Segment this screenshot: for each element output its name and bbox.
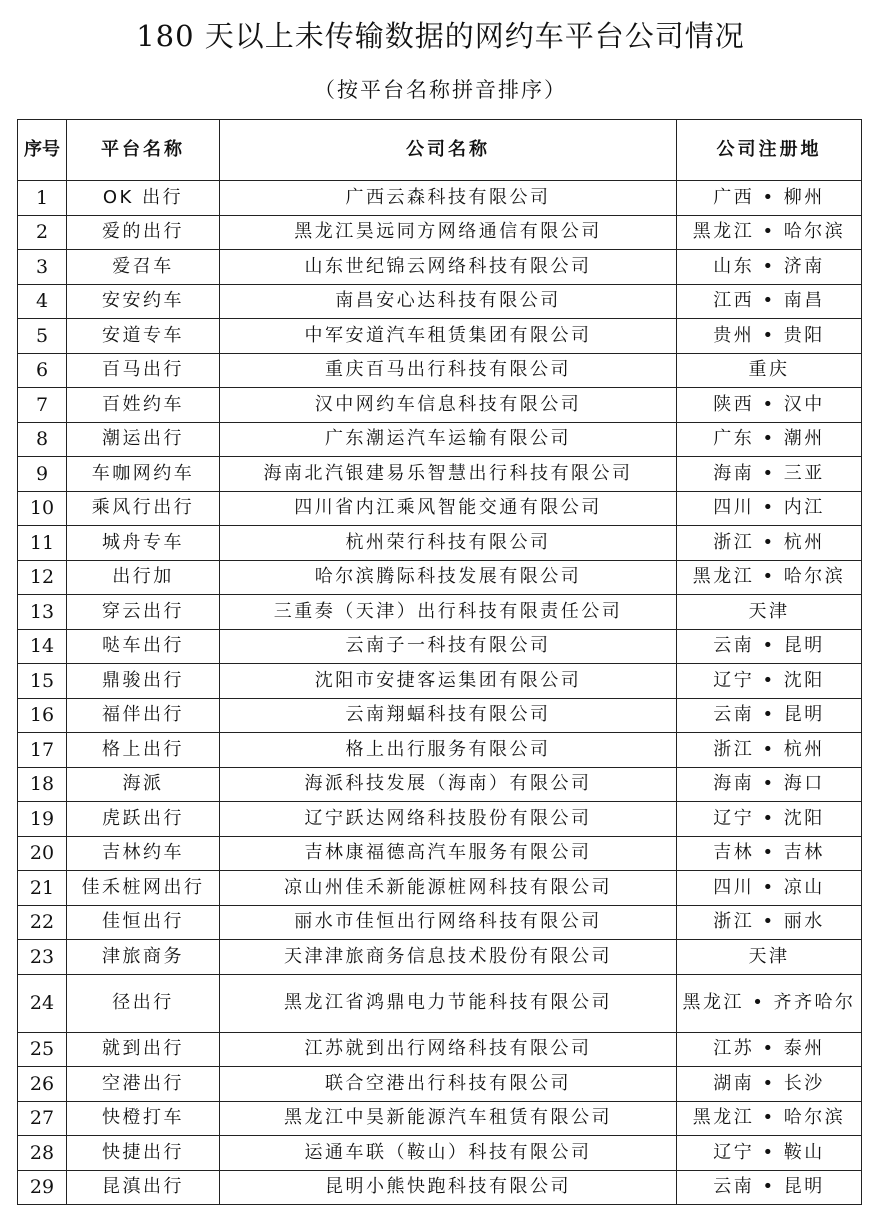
table-row — [18, 733, 862, 768]
cell-seq: 16 — [18, 698, 67, 733]
cell-platform: 佳恒出行 — [67, 905, 220, 940]
cell-seq: 3 — [18, 250, 67, 285]
cell-location: 天津 — [677, 595, 862, 630]
cell-location: 重庆 — [677, 353, 862, 388]
cell-platform: 佳禾桩网出行 — [67, 871, 220, 906]
table-row — [18, 388, 862, 423]
cell-company: 黑龙江昊远同方网络通信有限公司 — [220, 215, 677, 250]
cell-company: 黑龙江省鸿鼎电力节能科技有限公司 — [220, 974, 677, 1032]
cell-location: 浙江 • 丽水 — [677, 905, 862, 940]
cell-platform: 百马出行 — [67, 353, 220, 388]
cell-platform: 城舟专车 — [67, 526, 220, 561]
table-row — [18, 905, 862, 940]
cell-platform: 津旅商务 — [67, 940, 220, 975]
table-row — [18, 560, 862, 595]
header-seq: 序号 — [18, 120, 67, 181]
cell-seq: 27 — [18, 1101, 67, 1136]
table-row — [18, 595, 862, 630]
table-row — [18, 698, 862, 733]
table-row — [18, 422, 862, 457]
table-row — [18, 629, 862, 664]
header-company: 公司名称 — [220, 120, 677, 181]
cell-company: 重庆百马出行科技有限公司 — [220, 353, 677, 388]
cell-company: 三重奏（天津）出行科技有限责任公司 — [220, 595, 677, 630]
cell-company: 哈尔滨腾际科技发展有限公司 — [220, 560, 677, 595]
cell-seq: 29 — [18, 1170, 67, 1205]
cell-seq: 6 — [18, 353, 67, 388]
cell-platform: 潮运出行 — [67, 422, 220, 457]
cell-location: 天津 — [677, 940, 862, 975]
table-row — [18, 1067, 862, 1102]
table-row — [18, 215, 862, 250]
cell-company: 云南翔蝠科技有限公司 — [220, 698, 677, 733]
cell-location: 黑龙江 • 哈尔滨 — [677, 560, 862, 595]
cell-platform: 空港出行 — [67, 1067, 220, 1102]
cell-platform: 安道专车 — [67, 319, 220, 354]
cell-seq: 9 — [18, 457, 67, 492]
cell-platform: 乘风行出行 — [67, 491, 220, 526]
cell-company: 丽水市佳恒出行网络科技有限公司 — [220, 905, 677, 940]
cell-location: 辽宁 • 沈阳 — [677, 664, 862, 699]
cell-seq: 17 — [18, 733, 67, 768]
cell-company: 杭州荣行科技有限公司 — [220, 526, 677, 561]
cell-location: 广东 • 潮州 — [677, 422, 862, 457]
cell-location: 陕西 • 汉中 — [677, 388, 862, 423]
cell-company: 运通车联（鞍山）科技有限公司 — [220, 1136, 677, 1171]
table-row — [18, 181, 862, 216]
cell-company: 云南子一科技有限公司 — [220, 629, 677, 664]
cell-company: 江苏就到出行网络科技有限公司 — [220, 1032, 677, 1067]
cell-location: 四川 • 凉山 — [677, 871, 862, 906]
cell-platform: 吉林约车 — [67, 836, 220, 871]
cell-company: 海南北汽银建易乐智慧出行科技有限公司 — [220, 457, 677, 492]
cell-company: 中军安道汽车租赁集团有限公司 — [220, 319, 677, 354]
cell-company: 四川省内江乘风智能交通有限公司 — [220, 491, 677, 526]
cell-seq: 21 — [18, 871, 67, 906]
cell-location: 云南 • 昆明 — [677, 698, 862, 733]
cell-platform: 百姓约车 — [67, 388, 220, 423]
cell-location: 黑龙江 • 齐齐哈尔 — [677, 974, 862, 1032]
cell-location: 江西 • 南昌 — [677, 284, 862, 319]
table-row — [18, 284, 862, 319]
cell-location: 云南 • 昆明 — [677, 629, 862, 664]
header-platform: 平台名称 — [67, 120, 220, 181]
table-row — [18, 457, 862, 492]
page-title: 180 天以上未传输数据的网约车平台公司情况 — [136, 19, 745, 53]
cell-seq: 10 — [18, 491, 67, 526]
cell-seq: 11 — [18, 526, 67, 561]
table-row — [18, 664, 862, 699]
cell-location: 江苏 • 泰州 — [677, 1032, 862, 1067]
cell-platform: 就到出行 — [67, 1032, 220, 1067]
cell-location: 四川 • 内江 — [677, 491, 862, 526]
cell-platform: 爱的出行 — [67, 215, 220, 250]
cell-platform: 出行加 — [67, 560, 220, 595]
cell-seq: 22 — [18, 905, 67, 940]
cell-platform: 快橙打车 — [67, 1101, 220, 1136]
cell-company: 天津津旅商务信息技术股份有限公司 — [220, 940, 677, 975]
platform-table — [17, 119, 862, 1205]
cell-seq: 23 — [18, 940, 67, 975]
table-row — [18, 353, 862, 388]
cell-seq: 4 — [18, 284, 67, 319]
cell-company: 昆明小熊快跑科技有限公司 — [220, 1170, 677, 1205]
cell-seq: 28 — [18, 1136, 67, 1171]
cell-location: 辽宁 • 鞍山 — [677, 1136, 862, 1171]
cell-location: 浙江 • 杭州 — [677, 526, 862, 561]
table-row — [18, 871, 862, 906]
table-row — [18, 1032, 862, 1067]
cell-company: 广东潮运汽车运输有限公司 — [220, 422, 677, 457]
cell-seq: 2 — [18, 215, 67, 250]
cell-seq: 5 — [18, 319, 67, 354]
cell-company: 黑龙江中昊新能源汽车租赁有限公司 — [220, 1101, 677, 1136]
table-row — [18, 1170, 862, 1205]
cell-seq: 19 — [18, 802, 67, 837]
cell-platform: 哒车出行 — [67, 629, 220, 664]
table-row — [18, 836, 862, 871]
cell-company: 联合空港出行科技有限公司 — [220, 1067, 677, 1102]
cell-seq: 15 — [18, 664, 67, 699]
cell-company: 吉林康福德高汽车服务有限公司 — [220, 836, 677, 871]
cell-location: 黑龙江 • 哈尔滨 — [677, 1101, 862, 1136]
cell-seq: 12 — [18, 560, 67, 595]
cell-location: 云南 • 昆明 — [677, 1170, 862, 1205]
table-row — [18, 1136, 862, 1171]
cell-company: 汉中网约车信息科技有限公司 — [220, 388, 677, 423]
cell-platform: 鼎骏出行 — [67, 664, 220, 699]
cell-location: 辽宁 • 沈阳 — [677, 802, 862, 837]
cell-seq: 1 — [18, 181, 67, 216]
cell-platform: 爱召车 — [67, 250, 220, 285]
cell-location: 海南 • 三亚 — [677, 457, 862, 492]
cell-platform: 海派 — [67, 767, 220, 802]
cell-company: 海派科技发展（海南）有限公司 — [220, 767, 677, 802]
cell-seq: 18 — [18, 767, 67, 802]
table-row — [18, 250, 862, 285]
cell-platform: 安安约车 — [67, 284, 220, 319]
cell-seq: 25 — [18, 1032, 67, 1067]
table-row — [18, 526, 862, 561]
table-row — [18, 1101, 862, 1136]
table-header-row — [18, 120, 862, 181]
cell-platform: 快捷出行 — [67, 1136, 220, 1171]
cell-seq: 20 — [18, 836, 67, 871]
cell-seq: 14 — [18, 629, 67, 664]
table-row — [18, 974, 862, 1032]
table-row — [18, 491, 862, 526]
cell-platform: 车咖网约车 — [67, 457, 220, 492]
cell-company: 山东世纪锦云网络科技有限公司 — [220, 250, 677, 285]
table-row — [18, 767, 862, 802]
table-row — [18, 319, 862, 354]
cell-company: 格上出行服务有限公司 — [220, 733, 677, 768]
cell-seq: 24 — [18, 974, 67, 1032]
table-row — [18, 802, 862, 837]
cell-location: 吉林 • 吉林 — [677, 836, 862, 871]
cell-location: 浙江 • 杭州 — [677, 733, 862, 768]
cell-location: 海南 • 海口 — [677, 767, 862, 802]
cell-location: 贵州 • 贵阳 — [677, 319, 862, 354]
cell-seq: 26 — [18, 1067, 67, 1102]
cell-company: 广西云森科技有限公司 — [220, 181, 677, 216]
page-subtitle: （按平台名称拼音排序） — [314, 78, 567, 102]
cell-location: 湖南 • 长沙 — [677, 1067, 862, 1102]
header-location: 公司注册地 — [677, 120, 862, 181]
cell-seq: 7 — [18, 388, 67, 423]
cell-location: 山东 • 济南 — [677, 250, 862, 285]
cell-seq: 8 — [18, 422, 67, 457]
cell-seq: 13 — [18, 595, 67, 630]
table-row — [18, 940, 862, 975]
cell-platform: 穿云出行 — [67, 595, 220, 630]
cell-company: 沈阳市安捷客运集团有限公司 — [220, 664, 677, 699]
cell-platform: OK 出行 — [67, 181, 220, 216]
cell-platform: 格上出行 — [67, 733, 220, 768]
cell-location: 广西 • 柳州 — [677, 181, 862, 216]
cell-platform: 福伴出行 — [67, 698, 220, 733]
cell-platform: 虎跃出行 — [67, 802, 220, 837]
cell-company: 辽宁跃达网络科技股份有限公司 — [220, 802, 677, 837]
cell-company: 凉山州佳禾新能源桩网科技有限公司 — [220, 871, 677, 906]
cell-location: 黑龙江 • 哈尔滨 — [677, 215, 862, 250]
cell-company: 南昌安心达科技有限公司 — [220, 284, 677, 319]
cell-platform: 昆滇出行 — [67, 1170, 220, 1205]
cell-platform: 径出行 — [67, 974, 220, 1032]
